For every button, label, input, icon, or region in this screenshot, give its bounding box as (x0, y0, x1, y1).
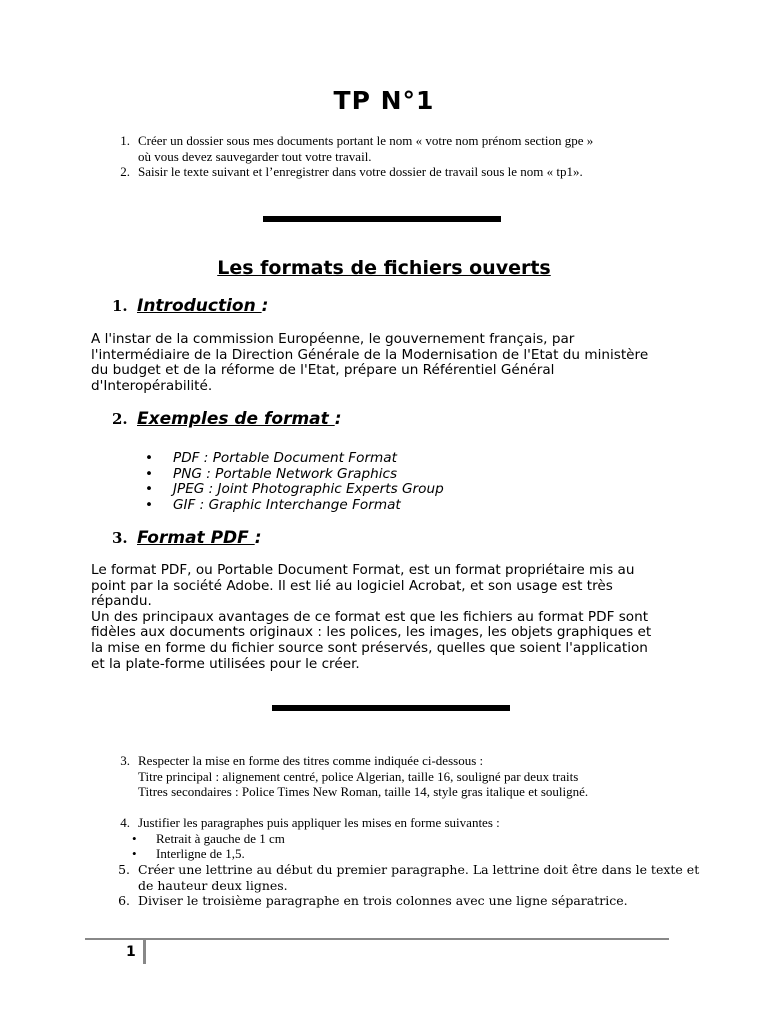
paragraph-line: fidèles aux documents originaux : les polices, les images, les objets graphiques et (91, 624, 652, 641)
paragraph-line: A l'instar de la commission Européenne, le gouvernement français, par (91, 331, 575, 347)
footer-divider (143, 939, 146, 964)
bullet: • (145, 465, 154, 482)
format-text: JPEG : Joint Photographic Experts Group (173, 481, 444, 498)
format-text: PDF : Portable Document Format (173, 450, 397, 466)
bullet: • (132, 846, 137, 861)
bullet: • (132, 830, 137, 846)
list-item (110, 831, 700, 847)
list-number: 4. (120, 815, 130, 830)
section-title: Format PDF (137, 528, 255, 548)
instruction-list-bottom (110, 862, 700, 909)
document-title: Les formats de fichiers ouverts (217, 257, 551, 279)
instruction-text: Créer une lettrine au début du premier paragraphe. La lettrine doit être dans le texte et (138, 862, 700, 877)
paragraph-line: répandu. (91, 593, 152, 610)
instruction-text: Créer un dossier sous mes documents portant le nom « votre nom prénom section gpe » (138, 133, 594, 148)
section-colon: : (254, 528, 262, 548)
section-heading-introduction (112, 296, 268, 316)
list-number: 3. (120, 753, 130, 768)
instruction-text: Justifier les paragraphes puis appliquer les mises en forme suivantes : (138, 815, 500, 830)
section-number: 3. (112, 529, 128, 547)
bullet: • (145, 496, 154, 513)
section-number: 2. (112, 410, 128, 428)
instruction-item-4 (110, 815, 700, 862)
paragraph-line: la mise en forme du fichier source sont préservés, quelles que soient l'application (91, 639, 648, 656)
paragraph-line: point par la société Adobe. Il est lié au logiciel Acrobat, et son usage est très (91, 577, 613, 594)
section-colon: : (334, 409, 342, 429)
format-text: GIF : Graphic Interchange Format (173, 496, 401, 513)
separator-line (263, 216, 501, 222)
instruction-item (110, 164, 700, 180)
page-number: 1 (126, 944, 136, 960)
list-item (145, 498, 444, 514)
format-text: PNG : Portable Network Graphics (173, 465, 398, 482)
instruction-text: Titre principal : alignement centré, police Algerian, taille 16, souligné par deux traits (138, 768, 579, 784)
section-heading-format-pdf (112, 528, 262, 548)
intro-paragraph (91, 332, 691, 394)
list-number: 1. (120, 133, 130, 148)
list-item (110, 846, 700, 862)
instruction-item (110, 862, 700, 893)
list-number: 5. (118, 862, 130, 877)
instruction-text: de hauteur deux lignes. (138, 877, 288, 893)
instruction-text: où vous devez sauvegarder tout votre travail. (138, 148, 372, 164)
list-item (145, 467, 444, 483)
sub-item-text: Interligne de 1,5. (156, 846, 245, 861)
bullet: • (145, 450, 154, 466)
section-number: 1. (112, 297, 128, 315)
list-item (145, 451, 444, 467)
format-list (145, 451, 444, 513)
pdf-paragraph (91, 563, 691, 672)
instruction-text: Titres secondaires : Police Times New Roman, taille 14, style gras italique et souligné. (138, 784, 589, 799)
instruction-text: Diviser le troisième paragraphe en trois colonnes avec une ligne séparatrice. (138, 893, 628, 908)
instruction-text: Respecter la mise en forme des titres comme indiquée ci-dessous : (138, 753, 484, 768)
paragraph-line: et la plate-forme utilisées pour le créer. (91, 655, 360, 672)
paragraph-line: Un des principaux avantages de ce format est que les fichiers au format PDF sont (91, 608, 649, 625)
section-title: Exemples de format (137, 409, 335, 429)
section-colon: : (261, 296, 269, 316)
footer-rule (85, 938, 669, 940)
separator-line (272, 705, 510, 711)
instruction-text: Saisir le texte suivant et l’enregistrer dans votre dossier de travail sous le nom « tp1». (138, 164, 583, 179)
page-title: TP N°1 (333, 86, 435, 115)
sub-item-text: Retrait à gauche de 1 cm (156, 830, 285, 846)
instruction-item (110, 133, 700, 164)
list-number: 6. (118, 893, 130, 908)
list-item (145, 482, 444, 498)
instruction-item-3 (110, 753, 700, 800)
instruction-list-top (110, 133, 700, 180)
section-heading-exemples (112, 409, 342, 429)
bullet: • (145, 481, 154, 498)
section-title: Introduction (137, 296, 262, 316)
list-number: 2. (120, 164, 130, 179)
paragraph-line: du budget et de la réforme de l'Etat, prépare un Référentiel Général (91, 362, 555, 379)
instruction-item (110, 893, 700, 909)
paragraph-line: l'intermédiaire de la Direction Générale de la Modernisation de l'Etat du ministère (91, 346, 649, 363)
paragraph-line: d'Interopérabilité. (91, 377, 213, 394)
paragraph-line: Le format PDF, ou Portable Document Format, est un format propriétaire mis au (91, 562, 635, 578)
